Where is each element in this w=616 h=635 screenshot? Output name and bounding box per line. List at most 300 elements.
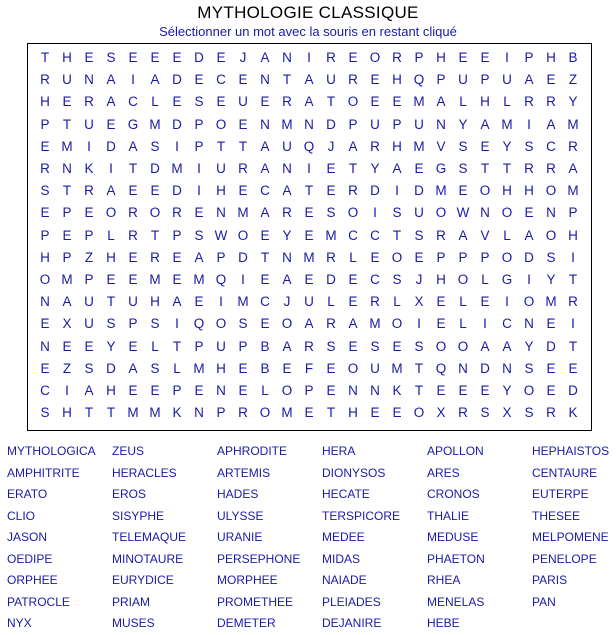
grid-letter[interactable]: O [545,183,557,199]
grid-letter[interactable]: N [194,405,204,421]
grid-letter[interactable]: L [107,227,115,243]
grid-letter[interactable]: E [84,50,94,65]
grid-letter[interactable]: U [128,294,138,310]
grid-letter[interactable]: H [40,94,50,110]
grid-letter[interactable]: T [62,116,72,132]
grid-letter[interactable]: I [175,138,179,154]
grid-letter[interactable]: E [128,272,138,287]
grid-letter[interactable]: E [436,294,446,310]
grid-letter[interactable]: C [370,272,380,287]
grid-letter[interactable]: E [194,205,204,221]
grid-letter[interactable]: E [62,94,72,110]
grid-letter[interactable]: R [40,161,50,176]
grid-letter[interactable]: P [62,205,72,221]
grid-letter[interactable]: E [84,205,94,221]
grid-letter[interactable]: D [326,272,336,287]
grid-letter[interactable]: E [326,183,336,199]
grid-letter[interactable]: M [237,294,249,310]
grid-letter[interactable]: A [524,72,534,88]
grid-letter[interactable]: E [194,294,204,310]
grid-letter[interactable]: T [414,360,424,376]
grid-letter[interactable]: O [215,116,227,132]
grid-letter[interactable]: E [304,272,314,287]
grid-letter[interactable]: T [502,161,512,176]
grid-letter[interactable]: H [436,50,446,65]
grid-letter[interactable]: N [502,360,512,376]
grid-letter[interactable]: K [172,405,182,421]
grid-letter[interactable]: Q [193,316,205,332]
grid-letter[interactable]: U [282,138,292,154]
grid-letter[interactable]: O [391,316,403,332]
grid-letter[interactable]: R [172,205,182,221]
grid-letter[interactable]: H [216,183,226,199]
grid-letter[interactable]: P [480,249,490,265]
grid-letter[interactable]: I [307,161,311,176]
grid-letter[interactable]: E [238,383,248,398]
grid-letter[interactable]: Q [435,360,447,376]
grid-letter[interactable]: L [261,383,269,398]
grid-letter[interactable]: D [480,360,490,376]
grid-letter[interactable]: S [326,205,336,221]
grid-letter[interactable]: E [128,338,138,354]
grid-letter[interactable]: E [106,272,116,287]
grid-letter[interactable]: E [414,249,424,265]
grid-letter[interactable]: R [458,405,468,421]
grid-letter[interactable]: U [304,294,314,310]
grid-letter[interactable]: P [62,249,72,265]
grid-letter[interactable]: A [260,205,270,221]
grid-letter[interactable]: E [436,383,446,398]
grid-letter[interactable]: N [84,72,94,88]
grid-letter[interactable]: E [304,205,314,221]
grid-letter[interactable]: F [304,360,314,376]
grid-letter[interactable]: E [62,227,72,243]
grid-letter[interactable]: I [241,272,245,287]
grid-letter[interactable]: T [106,405,116,421]
grid-letter[interactable]: D [238,249,248,265]
grid-letter[interactable]: P [238,338,248,354]
grid-letter[interactable]: B [260,360,270,376]
grid-letter[interactable]: U [414,116,424,132]
grid-letter[interactable]: E [370,72,380,88]
grid-letter[interactable]: P [216,405,226,421]
grid-letter[interactable]: Y [524,338,534,354]
grid-letter[interactable]: M [193,360,205,376]
grid-letter[interactable]: Z [62,360,72,376]
grid-letter[interactable]: N [40,294,50,310]
grid-letter[interactable]: P [172,227,182,243]
grid-letter[interactable]: H [216,360,226,376]
grid-letter[interactable]: A [194,249,204,265]
grid-letter[interactable]: N [282,161,292,176]
grid-letter[interactable]: R [84,94,94,110]
grid-letter[interactable]: A [260,50,270,65]
grid-letter[interactable]: M [171,161,183,176]
grid-letter[interactable]: N [370,383,380,398]
grid-letter[interactable]: P [436,72,446,88]
grid-letter[interactable]: E [260,94,270,110]
grid-letter[interactable]: A [348,316,358,332]
grid-letter[interactable]: H [348,405,358,421]
grid-letter[interactable]: I [417,316,421,332]
grid-letter[interactable]: H [106,383,116,398]
grid-letter[interactable]: T [326,405,336,421]
grid-letter[interactable]: E [480,294,490,310]
grid-letter[interactable]: E [326,383,336,398]
grid-letter[interactable]: E [172,94,182,110]
grid-letter[interactable]: A [260,138,270,154]
grid-letter[interactable]: T [480,161,490,176]
grid-letter[interactable]: N [546,205,556,221]
grid-letter[interactable]: I [87,138,91,154]
grid-letter[interactable]: Q [413,72,425,88]
grid-letter[interactable]: E [238,116,248,132]
grid-letter[interactable]: S [326,338,336,354]
grid-letter[interactable]: A [128,360,138,376]
grid-letter[interactable]: H [62,405,72,421]
grid-letter[interactable]: P [84,227,94,243]
grid-letter[interactable]: E [128,249,138,265]
grid-letter[interactable]: R [326,50,336,65]
grid-letter[interactable]: L [349,249,357,265]
grid-letter[interactable]: E [392,94,402,110]
grid-letter[interactable]: E [40,360,50,376]
grid-letter[interactable]: R [282,94,292,110]
grid-letter[interactable]: P [128,316,138,332]
grid-letter[interactable]: E [172,249,182,265]
grid-letter[interactable]: A [304,94,314,110]
grid-letter[interactable]: E [348,50,358,65]
grid-letter[interactable]: S [458,161,468,176]
grid-letter[interactable]: O [545,227,557,243]
grid-letter[interactable]: A [480,116,490,132]
grid-letter[interactable]: N [62,161,72,176]
grid-letter[interactable]: T [260,249,270,265]
grid-letter[interactable]: A [128,138,138,154]
grid-letter[interactable]: S [150,360,160,376]
grid-letter[interactable]: E [546,360,556,376]
grid-letter[interactable]: C [128,94,138,110]
grid-letter[interactable]: U [370,360,380,376]
grid-letter[interactable]: L [151,338,159,354]
grid-letter[interactable]: K [568,405,578,421]
grid-letter[interactable]: I [307,50,311,65]
grid-letter[interactable]: T [216,138,226,154]
grid-letter[interactable]: L [393,294,401,310]
grid-letter[interactable]: Y [458,116,468,132]
grid-letter[interactable]: T [150,227,160,243]
grid-letter[interactable]: D [172,183,182,199]
grid-letter[interactable]: A [480,338,490,354]
grid-letter[interactable]: O [237,227,249,243]
grid-letter[interactable]: Q [215,272,227,287]
grid-letter[interactable]: C [502,316,512,332]
grid-letter[interactable]: E [216,94,226,110]
grid-letter[interactable]: E [260,227,270,243]
grid-letter[interactable]: E [304,405,314,421]
grid-letter[interactable]: T [348,161,358,176]
grid-letter[interactable]: P [84,272,94,287]
grid-letter[interactable]: X [414,294,424,310]
grid-letter[interactable]: P [348,116,358,132]
grid-letter[interactable]: D [414,183,424,199]
grid-letter[interactable]: S [106,316,116,332]
grid-letter[interactable]: R [128,205,138,221]
grid-letter[interactable]: L [481,272,489,287]
grid-letter[interactable]: X [62,316,72,332]
grid-letter[interactable]: O [149,205,161,221]
grid-letter[interactable]: P [40,227,50,243]
grid-letter[interactable]: E [128,383,138,398]
grid-letter[interactable]: P [172,383,182,398]
grid-letter[interactable]: E [568,360,578,376]
grid-letter[interactable]: D [524,249,534,265]
grid-letter[interactable]: E [546,316,556,332]
grid-letter[interactable]: I [483,316,487,332]
grid-letter[interactable]: T [282,72,292,88]
grid-letter[interactable]: M [127,405,139,421]
grid-letter[interactable]: O [457,338,469,354]
grid-letter[interactable]: E [480,50,490,65]
grid-letter[interactable]: S [524,360,534,376]
grid-letter[interactable]: L [503,94,511,110]
grid-letter[interactable]: M [435,183,447,199]
grid-letter[interactable]: N [216,205,226,221]
grid-letter[interactable]: A [282,272,292,287]
grid-letter[interactable]: N [260,72,270,88]
grid-letter[interactable]: A [348,138,358,154]
grid-letter[interactable]: T [392,227,402,243]
grid-letter[interactable]: I [505,50,509,65]
grid-letter[interactable]: O [347,360,359,376]
grid-letter[interactable]: E [392,338,402,354]
grid-letter[interactable]: U [458,72,468,88]
grid-letter[interactable]: B [260,338,270,354]
grid-letter[interactable]: G [435,161,447,176]
grid-letter[interactable]: U [502,72,512,88]
grid-letter[interactable]: O [523,383,535,398]
grid-letter[interactable]: A [436,94,446,110]
grid-letter[interactable]: I [527,116,531,132]
grid-letter[interactable]: C [40,383,50,398]
grid-letter[interactable]: R [436,227,446,243]
grid-letter[interactable]: O [413,405,425,421]
grid-letter[interactable]: M [281,405,293,421]
grid-letter[interactable]: R [370,138,380,154]
grid-letter[interactable]: N [480,205,490,221]
grid-letter[interactable]: S [524,138,534,154]
grid-letter[interactable]: H [480,94,490,110]
grid-letter[interactable]: I [219,294,223,310]
grid-letter[interactable]: E [414,161,424,176]
grid-letter[interactable]: U [84,316,94,332]
grid-letter[interactable]: E [458,183,468,199]
grid-letter[interactable]: A [392,161,402,176]
grid-letter[interactable]: I [505,294,509,310]
grid-letter[interactable]: T [304,183,314,199]
grid-letter[interactable]: Z [568,72,578,88]
grid-letter[interactable]: K [392,383,402,398]
grid-letter[interactable]: E [348,294,358,310]
grid-letter[interactable]: E [238,360,248,376]
grid-letter[interactable]: P [40,116,50,132]
grid-letter[interactable]: U [370,116,380,132]
grid-letter[interactable]: L [459,316,467,332]
grid-letter[interactable]: O [457,272,469,287]
grid-letter[interactable]: E [348,338,358,354]
grid-letter[interactable]: M [237,205,249,221]
grid-letter[interactable]: M [61,138,73,154]
grid-letter[interactable]: E [260,272,270,287]
grid-letter[interactable]: A [84,383,94,398]
grid-letter[interactable]: L [327,294,335,310]
grid-letter[interactable]: G [127,116,139,132]
grid-letter[interactable]: U [238,94,248,110]
grid-letter[interactable]: N [304,116,314,132]
grid-letter[interactable]: M [325,227,337,243]
grid-letter[interactable]: P [392,116,402,132]
grid-letter[interactable]: D [194,50,204,65]
grid-letter[interactable]: E [546,383,556,398]
grid-letter[interactable]: M [413,138,425,154]
grid-letter[interactable]: P [480,72,490,88]
grid-letter[interactable]: P [458,249,468,265]
grid-letter[interactable]: S [40,405,50,421]
grid-letter[interactable]: O [523,294,535,310]
grid-letter[interactable]: O [105,205,117,221]
grid-letter[interactable]: A [524,227,534,243]
grid-letter[interactable]: L [459,94,467,110]
grid-letter[interactable]: L [173,360,181,376]
grid-letter[interactable]: A [282,338,292,354]
grid-letter[interactable]: R [568,138,578,154]
grid-letter[interactable]: M [567,183,579,199]
grid-letter[interactable]: H [502,183,512,199]
grid-letter[interactable]: S [392,272,402,287]
grid-letter[interactable]: I [527,272,531,287]
grid-letter[interactable]: O [39,272,51,287]
grid-letter[interactable]: S [150,138,160,154]
grid-letter[interactable]: J [283,294,291,310]
grid-letter[interactable]: I [109,161,113,176]
grid-letter[interactable]: U [216,338,226,354]
grid-letter[interactable]: Y [106,338,116,354]
grid-letter[interactable]: R [238,161,248,176]
grid-letter[interactable]: Y [568,94,578,110]
grid-letter[interactable]: D [172,116,182,132]
grid-letter[interactable]: M [501,116,513,132]
grid-letter[interactable]: O [479,183,491,199]
grid-letter[interactable]: T [106,294,116,310]
grid-letter[interactable]: L [503,227,511,243]
grid-letter[interactable]: W [214,227,228,243]
grid-letter[interactable]: H [546,50,556,65]
grid-letter[interactable]: R [84,183,94,199]
grid-letter[interactable]: A [568,161,578,176]
grid-letter[interactable]: D [326,116,336,132]
grid-letter[interactable]: S [194,227,204,243]
grid-letter[interactable]: A [304,316,314,332]
grid-letter[interactable]: S [524,405,534,421]
grid-letter[interactable]: M [391,360,403,376]
grid-letter[interactable]: A [502,338,512,354]
grid-letter[interactable]: E [436,316,446,332]
grid-letter[interactable]: C [260,294,270,310]
grid-letter[interactable]: E [150,383,160,398]
grid-letter[interactable]: E [238,72,248,88]
grid-letter[interactable]: U [84,294,94,310]
grid-letter[interactable]: A [172,294,182,310]
grid-letter[interactable]: E [458,50,468,65]
grid-letter[interactable]: E [304,227,314,243]
grid-letter[interactable]: S [414,338,424,354]
grid-letter[interactable]: U [414,205,424,221]
grid-letter[interactable]: E [194,72,204,88]
grid-letter[interactable]: P [194,338,204,354]
grid-letter[interactable]: S [458,138,468,154]
grid-letter[interactable]: E [480,138,490,154]
grid-letter[interactable]: N [216,383,226,398]
grid-letter[interactable]: P [568,205,578,221]
grid-letter[interactable]: E [62,338,72,354]
grid-letter[interactable]: E [326,360,336,376]
grid-letter[interactable]: A [106,183,116,199]
grid-letter[interactable]: A [260,161,270,176]
grid-letter[interactable]: P [216,249,226,265]
grid-letter[interactable]: M [149,116,161,132]
grid-letter[interactable]: D [172,72,182,88]
grid-letter[interactable]: S [480,405,490,421]
grid-letter[interactable]: E [106,116,116,132]
grid-letter[interactable]: O [281,383,293,398]
grid-letter[interactable]: C [370,227,380,243]
grid-letter[interactable]: A [62,294,72,310]
letter-grid[interactable] [27,43,592,431]
grid-letter[interactable]: I [571,316,575,332]
grid-letter[interactable]: P [524,50,534,65]
grid-letter[interactable]: Y [282,227,292,243]
grid-letter[interactable]: O [215,316,227,332]
grid-letter[interactable]: S [84,360,94,376]
grid-letter[interactable]: X [436,405,446,421]
grid-letter[interactable]: H [62,50,72,65]
grid-letter[interactable]: N [40,338,50,354]
grid-letter[interactable]: A [106,72,116,88]
grid-letter[interactable]: I [197,183,201,199]
grid-letter[interactable]: O [435,205,447,221]
grid-letter[interactable]: E [40,205,50,221]
grid-letter[interactable]: T [568,338,578,354]
grid-letter[interactable]: E [370,405,380,421]
grid-letter[interactable]: A [150,72,160,88]
grid-letter[interactable]: M [567,116,579,132]
grid-letter[interactable]: M [413,94,425,110]
grid-letter[interactable]: R [326,316,336,332]
grid-letter[interactable]: R [524,161,534,176]
grid-letter[interactable]: T [568,272,578,287]
grid-letter[interactable]: Y [502,138,512,154]
grid-letter[interactable]: C [546,138,556,154]
grid-letter[interactable]: D [106,360,116,376]
grid-letter[interactable]: S [414,227,424,243]
grid-letter[interactable]: T [40,50,50,65]
grid-letter[interactable]: D [106,138,116,154]
grid-letter[interactable]: C [348,227,358,243]
grid-letter[interactable]: N [282,50,292,65]
grid-letter[interactable]: E [216,50,226,65]
grid-letter[interactable]: A [282,183,292,199]
grid-letter[interactable]: E [172,272,182,287]
